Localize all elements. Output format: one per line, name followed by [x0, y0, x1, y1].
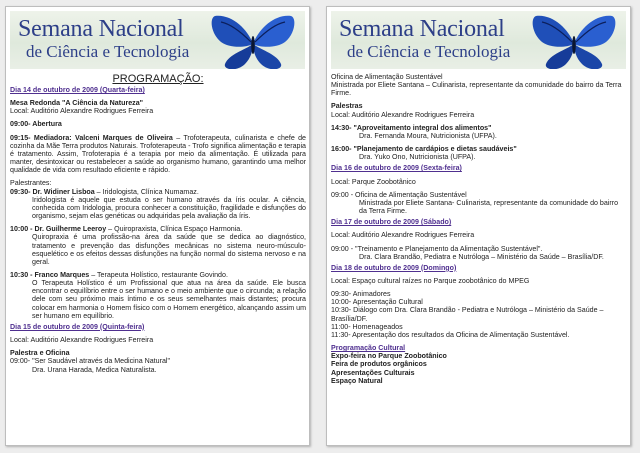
- d16-t0900: 09:00 - Oficina de Alimentação Sustentável: [331, 190, 467, 199]
- d18-local: Local: Espaço cultural raízes no Parque zoobotânico do MPEG: [331, 276, 530, 285]
- t1600-speaker: Dra. Yuko Ono, Nutricionista (UFPA).: [359, 153, 476, 162]
- d16-local: Local: Parque Zoobotânico: [331, 177, 416, 186]
- d15-t0900: 09:00- "Ser Saudável através da Medicina Natural": [10, 357, 171, 366]
- d15-t0900-speaker: Dra. Urana Harada, Medica Naturalista.: [32, 365, 157, 374]
- left-page: [5, 6, 310, 446]
- date-heading-16: Dia 16 de outubro de 2009 (Sexta-feira): [331, 164, 462, 173]
- date-heading-15: Dia 15 de outubro de 2009 (Quinta-feira): [10, 322, 145, 331]
- d18-t1130: 11:30- Apresentação dos resultados da Oficina de Alimentação Sustentável.: [331, 330, 570, 339]
- d18-t1000: 10:00- Apresentação Cultural: [331, 298, 423, 307]
- right-page: [326, 6, 631, 446]
- marques-head: 10:30 - Franco Marques: [10, 270, 90, 279]
- cultural-item: Espaço Natural: [331, 376, 383, 385]
- cultural-item: Expo-feira no Parque Zoobotânico: [331, 352, 447, 361]
- mesa-redonda-local: Local: Auditório Alexandre Rodrigues Ferreira: [10, 107, 154, 116]
- butterfly-image: [207, 12, 299, 69]
- date-heading-18: Dia 18 de outubro de 2009 (Domingo): [331, 263, 457, 272]
- marques-desc: O Terapeuta Holístico é um Profissional que atua na área da saúde. Ele busca encontrar o equilíbrio entre o ser humano e o meio ambiente que o circunda; a relação dele com seu próximo mais íntimo e os seus semelhantes mais distantes; procura colocar em harmonia o Homem físico com o Homem energético, alcançando assim um ser humano em equilíbrio.: [32, 279, 306, 320]
- t1600-head: 16:00- "Planejamento de cardápios e dietas saudáveis": [331, 145, 517, 154]
- oficina-desc: Ministrada por Eliete Santana – Culinarista, representante da comunidade do bairro da Terra Firme.: [331, 81, 622, 98]
- left-content: [10, 73, 306, 443]
- d18-t0930: 09:30- Animadores: [331, 290, 391, 299]
- date-heading-14: Dia 14 de outubro de 2009 (Quarta-feira): [10, 86, 145, 94]
- banner-title: [18, 17, 189, 60]
- banner-title-line1: Semana Nacional: [18, 16, 184, 42]
- banner-title-line2: de Ciência e Tecnologia: [347, 42, 511, 61]
- mediadora-desc: – Trofoterapeuta, culinarista e chefe de cozinha da Mãe Terra produtos Naturais. Trofoterapeuta - Trofo significa alimentação e terapia é tratamento. Assim, Trofoterapia é a terapia por meio da alimentação. É utilizada para manter, desintoxicar ou restabelecer a saúde ao organismo humano, garantindo uma melhor qualidade de vida com resultado eficiente e rápido.: [10, 133, 307, 175]
- banner-title: [339, 17, 510, 60]
- palestrantes-label: Palestrantes:: [10, 179, 52, 188]
- right-content: [331, 73, 627, 443]
- d17-t0900-desc: Dra. Clara Brandão, Pediatra e Nutróloga – Ministério da Saúde – Brasília/DF.: [359, 252, 604, 261]
- lisboa-role: – Iridologista, Clínica Numamaz.: [94, 187, 199, 196]
- d16-t0900-desc: Ministrada por Eliete Santana- Culinarista, representante da comunidade do bairro da Terra Firme.: [359, 198, 619, 216]
- palestra-oficina-title: Palestra e Oficina: [10, 349, 70, 358]
- d17-t0900: 09:00 - "Treinamento e Planejamento da Alimentação Sustentável".: [331, 244, 543, 253]
- abertura-item: 09:00- Abertura: [10, 120, 62, 129]
- banner-right: [331, 11, 626, 69]
- t1430-head: 14:30- "Aproveitamento integral dos alimentos": [331, 123, 492, 132]
- cultural-item: Apresentações Culturais: [331, 368, 415, 377]
- banner-title-line2: de Ciência e Tecnologia: [26, 42, 190, 61]
- leeroy-role: – Quiropraxista, Clínica Espaço Harmonia.: [106, 225, 243, 234]
- d15-local: Local: Auditório Alexandre Rodrigues Ferreira: [10, 336, 154, 345]
- leeroy-desc: Quiropraxia é uma profissão-na área da saúde que se dedica ao diagnóstico, tratamento e prevenção das disfunções mecânicas no sistema neuro-músculo-esquelético e os efeitos dessas disfunções na função normal do sistema nervoso e na geral.: [32, 233, 306, 266]
- palestrante-leeroy: [10, 225, 306, 233]
- lisboa-head: 09:30- Dr. Widiner Lisboa: [10, 187, 95, 196]
- lisboa-desc: Iridologista é aquele que estuda o ser humano através da íris ocular. A ciência, conhecida com Iridologia, procura conhecer a constituição, fragilidade e disfunções do organismo, sejam elas genéticas ou adquiridas pela avaliação da íris.: [32, 195, 306, 221]
- mesa-redonda-title: Mesa Redonda "A Ciência da Natureza": [10, 99, 144, 108]
- d17-local: Local: Auditório Alexandre Rodrigues Ferreira: [331, 231, 475, 240]
- date-heading-17: Dia 17 de outubro de 2009 (Sábado): [331, 218, 452, 227]
- palestras-title: Palestras: [331, 102, 363, 111]
- palestrante-lisboa: [10, 188, 306, 196]
- oficina-title: Oficina de Alimentação Sustentável: [331, 73, 443, 81]
- programacao-heading: PROGRAMAÇÃO:: [112, 73, 204, 85]
- leeroy-head: 10:00 - Dr. Guilherme Leeroy: [10, 225, 107, 234]
- programacao-cultural-title: Programação Cultural: [331, 344, 406, 353]
- mediadora-head: 09:15- Mediadora: Valceni Marques de Oliveira: [10, 133, 173, 142]
- butterfly-image: [528, 12, 620, 69]
- cultural-item: Feira de produtos orgânicos: [331, 360, 427, 369]
- t1430-speaker: Dra. Fernanda Moura, Nutricionista (UFPA).: [359, 131, 497, 140]
- banner-title-line1: Semana Nacional: [339, 16, 505, 42]
- palestras-local: Local: Auditório Alexandre Rodrigues Ferreira: [331, 110, 475, 119]
- palestrante-marques: [10, 271, 306, 279]
- mediadora-item: [10, 134, 306, 175]
- banner-left: [10, 11, 305, 69]
- marques-role: – Terapeuta Holístico, restaurante Govindo.: [89, 270, 228, 279]
- d18-t1030: 10:30- Diálogo com Dra. Clara Brandão - Pediatra e Nutróloga – Ministério da Saúde – Brasília/DF.: [331, 306, 604, 323]
- d18-t1100: 11:00- Homenageados: [331, 322, 403, 331]
